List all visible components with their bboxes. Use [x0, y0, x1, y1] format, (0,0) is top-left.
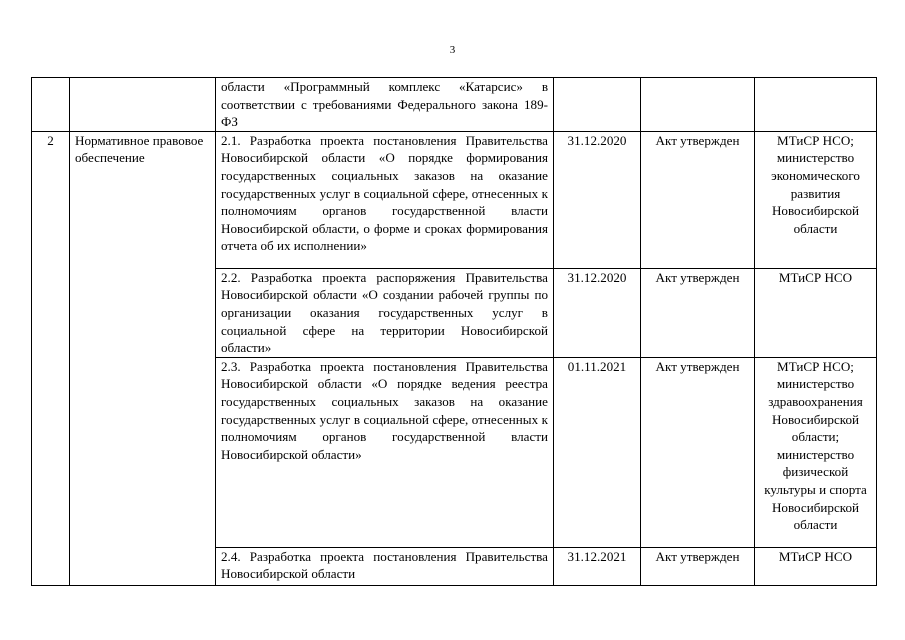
table-row: [32, 78, 877, 132]
deadline-cell: 01.11.2021: [554, 357, 641, 547]
plan-table: [31, 77, 877, 586]
table-row: [32, 131, 877, 268]
responsible-cell: МТиСР НСО; министерство здравоохранения Новосибирской области; министерство физической культуры и спорта Новосибирской области: [755, 357, 877, 547]
deadline-cell: 31.12.2020: [554, 131, 641, 268]
deadline-cell: 31.12.2021: [554, 547, 641, 585]
task-cell: 2.2. Разработка проекта распоряжения Правительства Новосибирской области «О создании рабочей группы по организации оказания государственных услуг в социальной сфере на территории Новосибирской области»: [216, 268, 554, 357]
responsible-cell: МТиСР НСО: [755, 268, 877, 357]
responsible-cell: МТиСР НСО; министерство экономического развития Новосибирской области: [755, 131, 877, 268]
result-cell: Акт утвержден: [641, 131, 755, 268]
responsible-cell: МТиСР НСО: [755, 547, 877, 585]
task-cell: 2.3. Разработка проекта постановления Правительства Новосибирской области «О порядке ведения реестра государственных социальных заказов на оказание государственных услуг в социальной сфере, отнесенных к полномочиям органов государственной власти Новосибирской области»: [216, 357, 554, 547]
task-cell: области «Программный комплекс «Катарсис» в соответствии с требованиями Федерального закона 189-ФЗ: [216, 78, 554, 132]
task-cell: 2.1. Разработка проекта постановления Правительства Новосибирской области «О порядке формирования государственных социальных заказов на оказание государственных услуг в социальной сфере, отнесенных к полномочиям органов государственной власти Новосибирской области, о форме и сроках формирования отчета об их исполнении»: [216, 131, 554, 268]
section-cell: [70, 78, 216, 132]
row-number-cell: 2: [32, 131, 70, 585]
deadline-cell: [554, 78, 641, 132]
responsible-cell: [755, 78, 877, 132]
section-cell: Нормативное правовое обеспечение: [70, 131, 216, 585]
deadline-cell: 31.12.2020: [554, 268, 641, 357]
result-cell: Акт утвержден: [641, 547, 755, 585]
task-cell: 2.4. Разработка проекта постановления Правительства Новосибирской области: [216, 547, 554, 585]
result-cell: Акт утвержден: [641, 357, 755, 547]
page-number: 3: [449, 44, 456, 56]
result-cell: [641, 78, 755, 132]
result-cell: Акт утвержден: [641, 268, 755, 357]
row-number-cell: [32, 78, 70, 132]
